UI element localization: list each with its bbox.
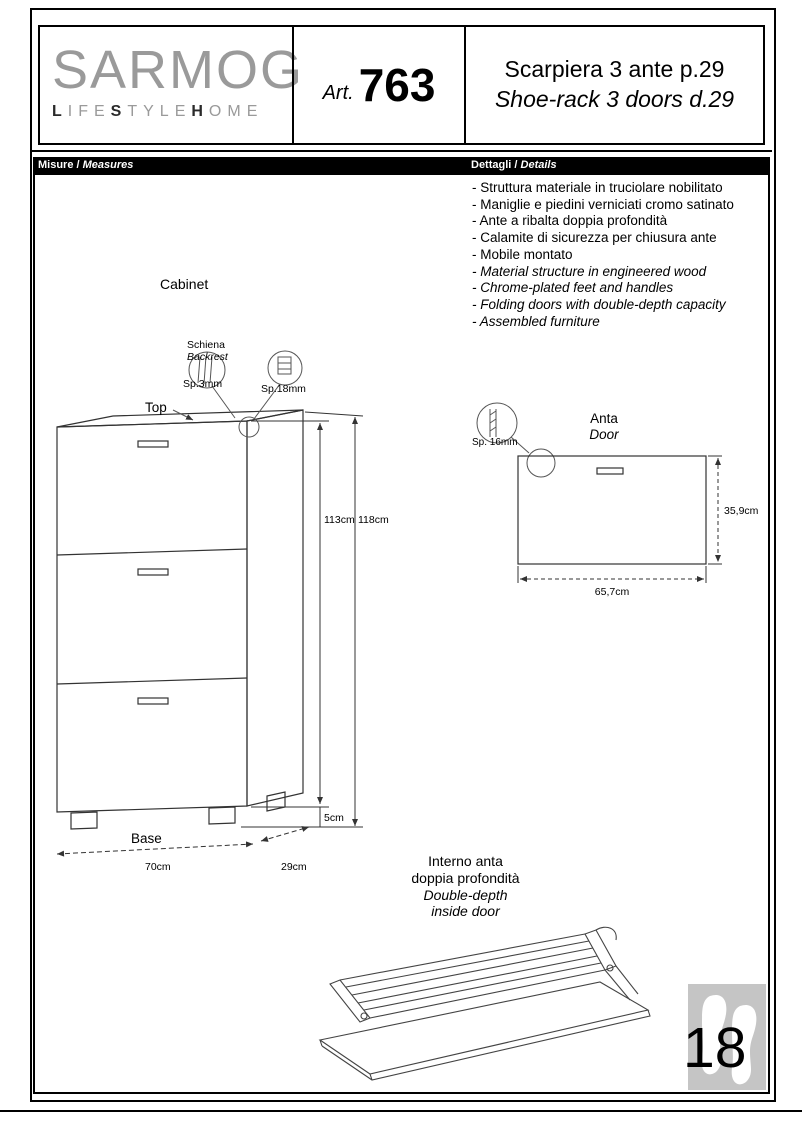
details-list [472,180,768,331]
width-dimension: 70cm [145,861,171,873]
pivot-point [361,1013,367,1019]
logo-sarmog: SARMOG [52,40,305,100]
cabinet-foot [209,807,235,824]
detail-item: - Assembled furniture [472,313,600,329]
shoe-rack-slats [340,934,605,1018]
tagline-letter: S [110,103,128,120]
door-height-dimension: 35,9cm [724,505,759,517]
depth-dimension: 29cm [281,861,307,873]
door-label-en: Door [589,427,619,442]
detail-item: - Material structure in engineered wood [472,263,707,279]
detail-item: - Maniglie e piedini verniciati cromo satinato [472,196,734,212]
measures-label-en: Measures [82,159,134,171]
inside-door-caption-en-2: inside door [431,903,500,920]
door-corner-circle [527,449,555,477]
door-panel [518,456,706,564]
inside-door-caption-en-1: Double-depth [423,886,508,903]
cabinet-title: Cabinet [160,276,209,292]
door-handle [597,468,623,474]
door-handle [138,698,168,704]
door-thickness-label: Sp. 16mm [472,437,518,448]
measures-label-it: Misure / [38,159,83,171]
detail-item: - Mobile montato [472,246,573,262]
rack-bracket-right [585,930,616,970]
top-thickness-label: Sp.18mm [261,383,306,395]
tagline-letters: TYLE [127,103,192,120]
inside-door-caption-it-2: doppia profondità [411,869,520,886]
backrest-label-it: Schiena [187,339,225,351]
section-bar-measures [33,157,466,173]
page-number: 18 [683,1016,747,1080]
cabinet-drawing [41,330,393,902]
article-label: Art. [322,81,354,104]
door-handle [138,569,168,575]
top-label: Top [145,400,167,415]
page-bottom-rule [0,1110,802,1112]
door-drawing [468,397,768,602]
tagline-letter: H [191,103,209,120]
product-title-english: Shoe-rack 3 doors d.29 [494,86,735,112]
cabinet-dimension-lines [57,412,363,854]
detail-item: - Calamite di sicurezza per chiusura ante [472,230,717,246]
door-width-dimension: 65,7cm [594,586,630,598]
cabinet-foot [267,792,285,811]
body-height-dimension: 113cm [324,514,355,526]
total-height-dimension: 118cm [358,514,389,526]
cabinet-foot [71,812,97,829]
tagline-letter: L [52,103,68,120]
inside-door-caption-it-1: Interno anta [428,853,503,869]
article-number-box [292,25,466,145]
door-handle [138,441,168,447]
inside-door-caption [358,853,573,920]
header-divider [30,150,772,152]
backrest-thickness-label: Sp.3mm [183,378,223,390]
feet-height-dimension: 5cm [324,812,344,824]
section-bar-details [466,157,770,173]
tagline-letters: IFE [67,103,111,120]
logo-box [38,25,305,145]
details-label-it: Dettagli / [471,159,521,171]
detail-item: - Struttura materiale in truciolare nobilitato [472,180,723,195]
detail-item: - Folding doors with double-depth capacity [472,297,726,313]
article-number: 763 [358,59,436,111]
backrest-label-en: Backrest [187,351,228,363]
detail-item: - Ante a ribalta doppia profondità [472,213,668,229]
tagline-letters: OME [208,103,264,120]
inside-door-drawing [300,922,665,1094]
product-title-italian: Scarpiera 3 ante p.29 [504,56,725,83]
base-label: Base [131,831,162,846]
product-title-box [464,25,765,145]
door-label-it: Anta [590,411,618,426]
top-detail-circle [268,351,302,385]
detail-item: - Chrome-plated feet and handles [472,280,674,296]
logo-tagline [52,103,292,121]
details-label-en: Details [520,159,557,171]
cabinet-body [57,410,303,829]
